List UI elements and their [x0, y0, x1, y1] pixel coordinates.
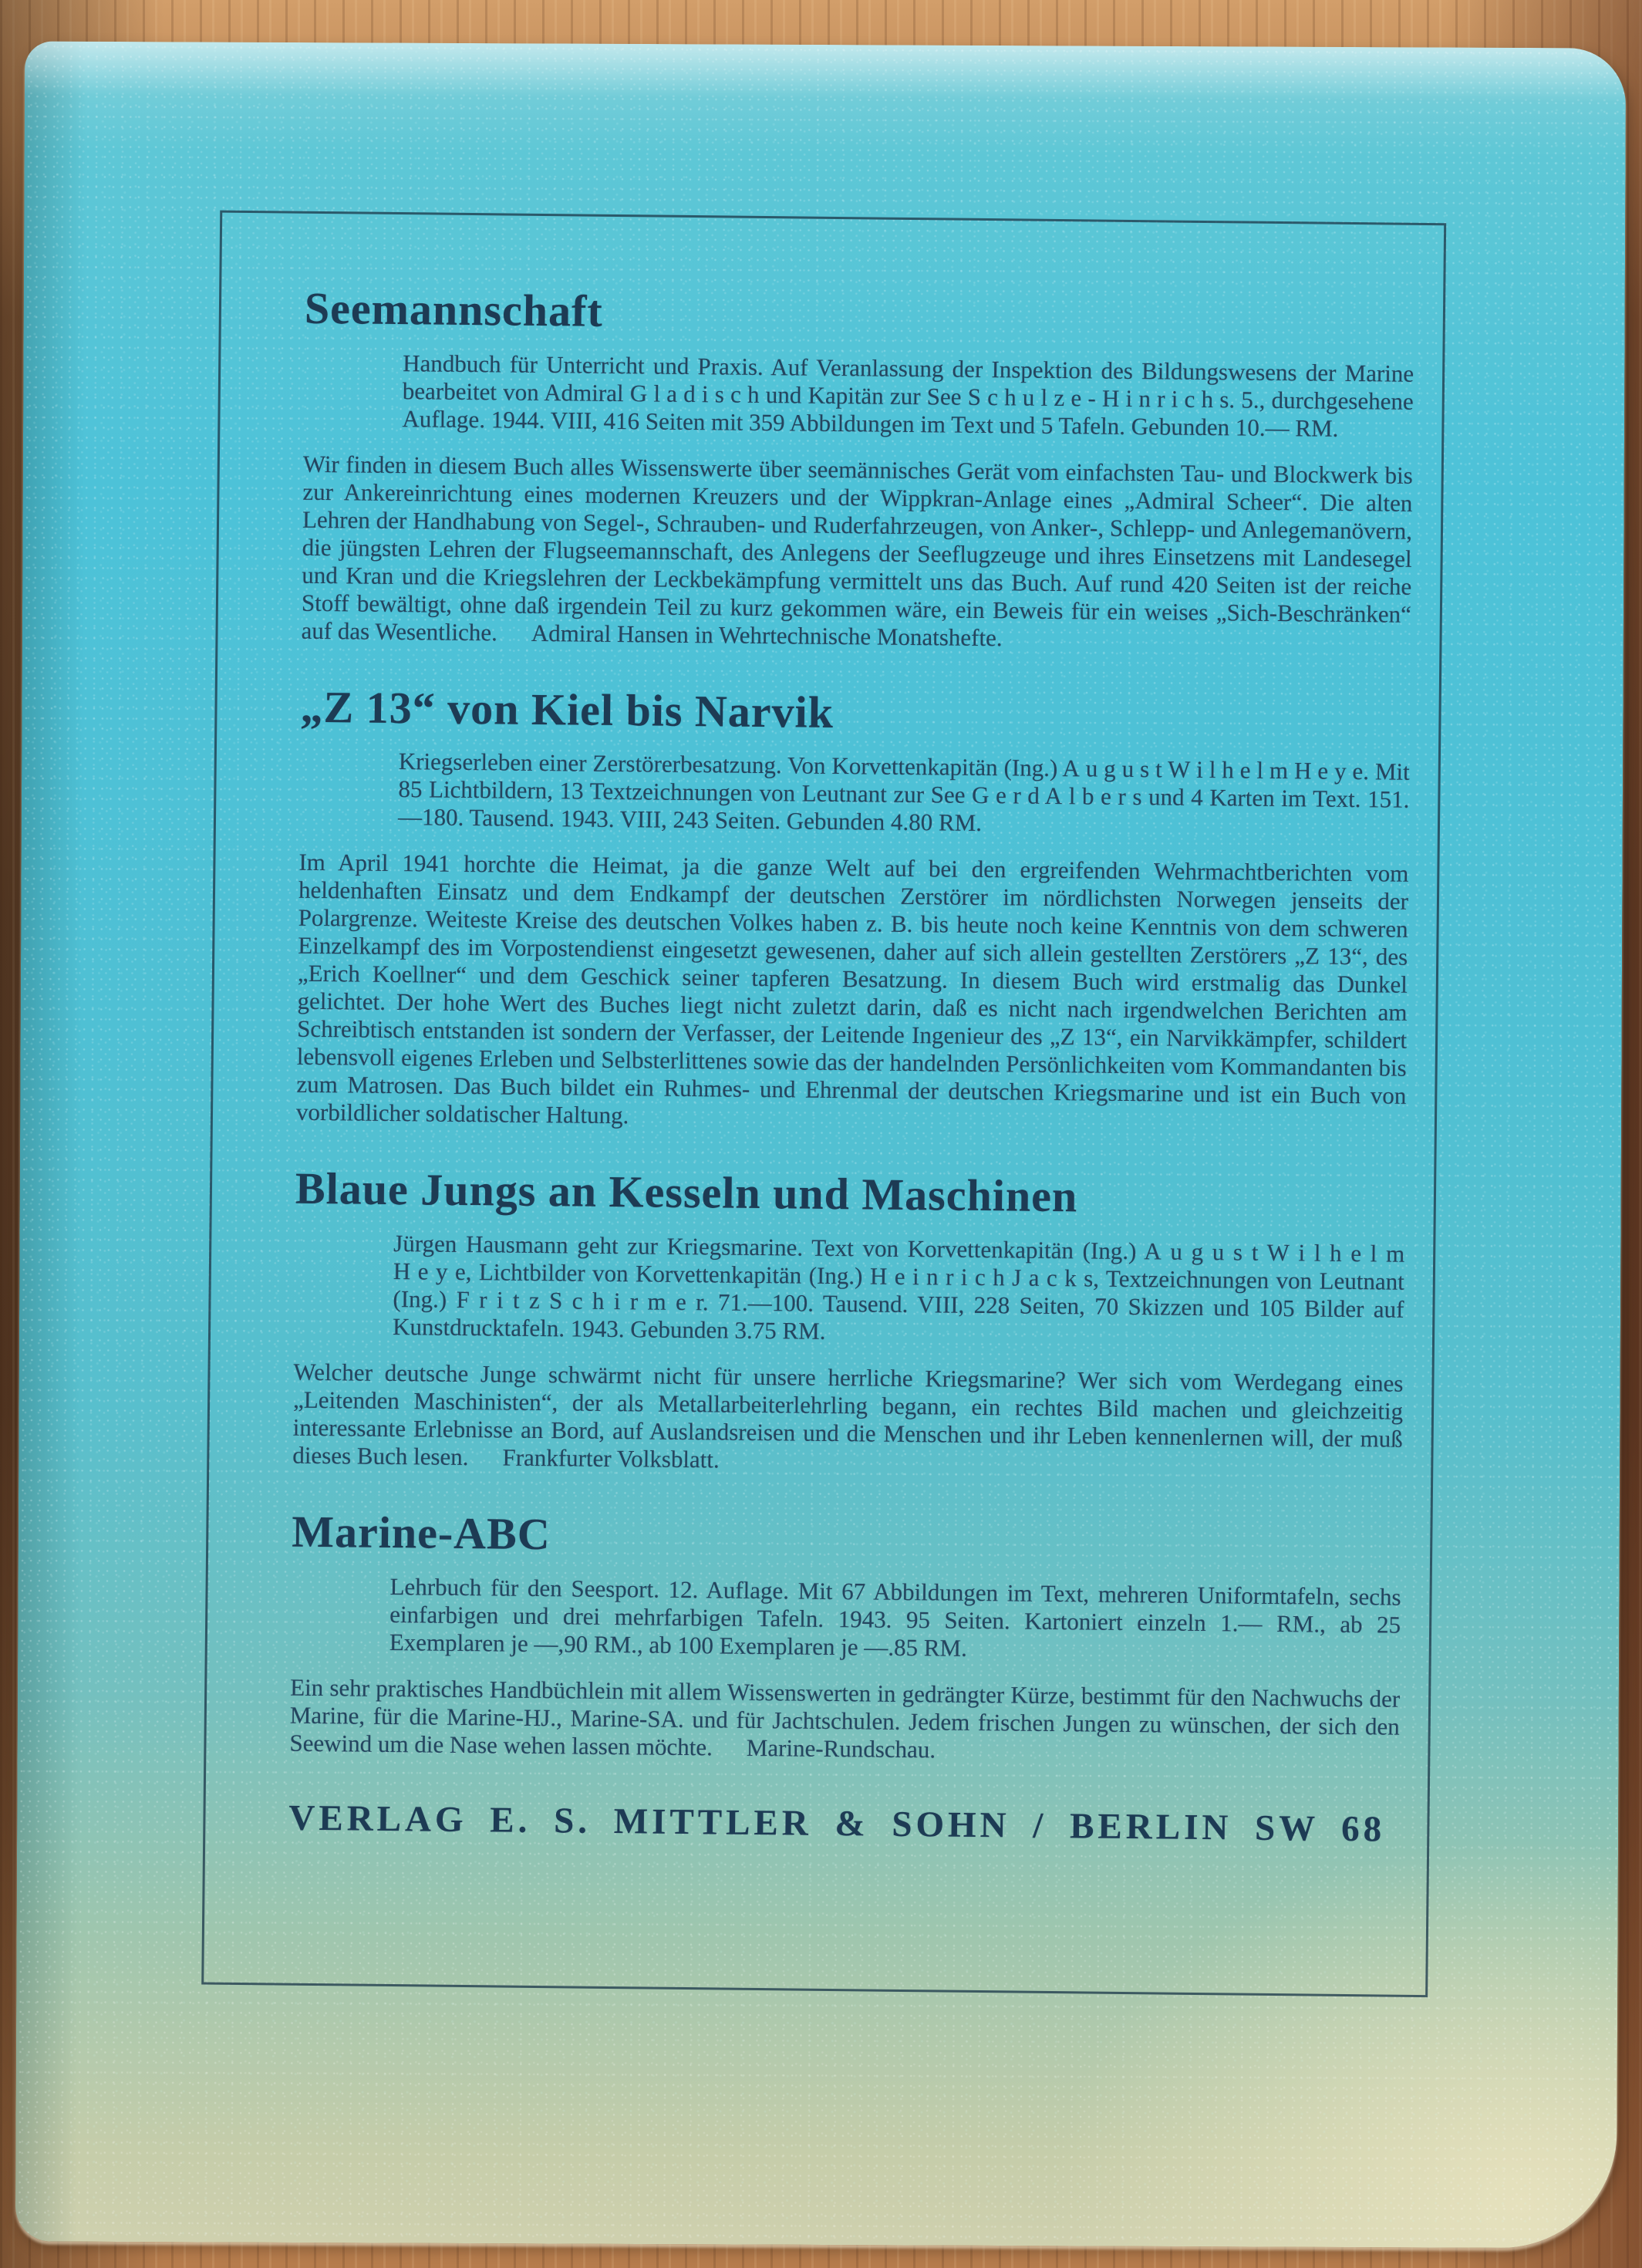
book-review: [296, 849, 1409, 1138]
review-text: Wir finden in diesem Buch alles Wissenswerte über seemännisches Gerät vom einfachsten Tau- und Blockwerk bis zur Ankereinrichtung eines modernen Kreuzers und der Wippkran-Anlage eines „Admiral Scheer“. Die alten Lehren der Handhabung von Segel-, Schrauben- und Ruderfahrzeugen, von Anker-, Schlepp- und Anlegemanövern, die jüngsten Lehren der Flugseemannschaft, des Anlegens der Seeflugzeuge und ihres Einsetzens mit Landesegel und Kran und die Kriegslehren der Leckbekämpfung vermittelt uns das Buch. Auf rund 420 Seiten ist der reiche Stoff bewältigt, ohne daß irgendein Teil zu kurz gekommen wäre, ein Beweis für ein weises „Sich-Beschränken“ auf das Wesentliche.: [301, 450, 1413, 646]
review-source: Marine-Rundschau.: [746, 1733, 936, 1763]
book-description: Kriegserleben einer Zerstörerbesatzung. Von Korvettenkapitän (Ing.) A u g u s t W i l h e l m H e y e. Mit 85 Lichtbildern, 13 Textzeichnungen von Leutnant zur See G e r d A l b e r s und 4 Karten im Text. 151.—180. Tausend. 1943. VIII, 243 Seiten. Gebunden 4.80 RM.: [397, 748, 1410, 837]
book-title: Seemannschaft: [304, 282, 604, 336]
book-review: [292, 1358, 1403, 1481]
book-section-z13: [296, 681, 1411, 1138]
book-title: Blaue Jungs an Kesseln und Maschinen: [295, 1163, 1078, 1222]
review-text: Im April 1941 horchte die Heimat, ja die ganze Welt auf bei den ergreifenden Wehrmachtberichten vom heldenhaften Einsatz und dem Endkampf der deutschen Zerstörer im nördlichsten Norwegen jenseits der Polargrenze. Weiteste Kreise des deutschen Volkes haben z. B. bis heute noch keine Kenntnis von dem schweren Einzelkampf des im Vorpostendienst eingesetzt gewesenen, daher auf sich allein gestellten Zerstörers „Z 13“, des „Erich Koellner“ und dem Geschick seiner tapferen Besatzung. In diesem Buch wird erstmalig das Dunkel gelichtet. Der hohe Wert des Buches liegt nicht zuletzt darin, daß es nicht nach irgendwelchen Berichten am Schreibtisch entstanden ist sondern der Verfasser, der Leitende Ingenieur des „Z 13“, ein Narvikkämpfer, schildert lebensvoll eigenes Erleben und Selbsterlittenes sowie das der handelnden Persönlichkeiten vom Kommandanten bis zum Matrosen. Das Buch bildet ein Ruhmes- und Ehrenmal der deutschen Kriegsmarine und ist ein Buch von vorbildlicher soldatischer Haltung.: [295, 849, 1409, 1129]
book-review: [289, 1673, 1400, 1768]
review-source: Frankfurter Volksblatt.: [502, 1443, 720, 1473]
book-section-marine-abc: [289, 1507, 1401, 1769]
book-title: „Z 13“ von Kiel bis Narvik: [300, 681, 834, 737]
review-text: Welcher deutsche Junge schwärmt nicht für unsere herrliche Kriegsmarine? Wer sich vom Werdegang eines „Leitenden Maschinisten“, der als Metallarbeiterlehrling begann, ein rechtes Bild machen und gleichzeitig interessante Erlebnisse an Bord, auf Auslandsreisen und die Menschen und ihr Leben kennenlernen will, der muß dieses Buch lesen.: [292, 1358, 1404, 1471]
book-description: Lehrbuch für den Seesport. 12. Auflage. Mit 67 Abbildungen im Text, mehreren Uniformtafeln, sechs einfarbigen und drei mehrfarbigen Tafeln. 1943. 95 Seiten. Kartoniert einzeln 1.— RM., ab 25 Exemplaren je —,90 RM., ab 100 Exemplaren je —.85 RM.: [389, 1572, 1401, 1662]
advert-frame-border: [201, 211, 1446, 1998]
book-description: Handbuch für Unterricht und Praxis. Auf Veranlassung der Inspektion des Bildungswesens der Marine bearbeitet von Admiral G l a d i s c h und Kapitän zur See S c h u l z e - H i n r i c h s. 5., durchgesehene Auflage. 1944. VIII, 416 Seiten mit 359 Abbildungen im Text und 5 Tafeln. Gebunden 10.— RM.: [402, 349, 1414, 442]
book-section-blaue-jungs: [292, 1163, 1405, 1481]
book-title: Marine-ABC: [292, 1506, 551, 1560]
review-source: Admiral Hansen in Wehrtechnische Monatshefte.: [531, 619, 1003, 651]
book-review: [301, 450, 1413, 656]
publisher-imprint: VERLAG E. S. MITTLER & SOHN / BERLIN SW 68: [288, 1797, 1386, 1850]
advert-content: [204, 213, 1444, 1995]
book-section-seemannschaft: [301, 283, 1414, 656]
book-description: Jürgen Hausmann geht zur Kriegsmarine. Text von Korvettenkapitän (Ing.) A u g u s t W i l h e l m H e y e, Lichtbilder von Korvettenkapitän (Ing.) H e i n r i c h J a c k s, Textzeichnungen von Leutnant (Ing.) F r i t z S c h i r m e r. 71.—100. Tausend. VIII, 228 Seiten, 70 Skizzen und 105 Bilder auf Kunstdrucktafeln. 1943. Gebunden 3.75 RM.: [392, 1230, 1405, 1345]
book-back-cover: [15, 41, 1626, 2248]
review-text: Ein sehr praktisches Handbüchlein mit allem Wissenswerten in gedrängter Kürze, bestimmt für den Nachwuchs der Marine, für die Marine-HJ., Marine-SA. und für Jachtschulen. Jedem frischen Jungen zu wünschen, der sich den Seewind um die Nase wehen lassen möchte.: [289, 1673, 1401, 1761]
